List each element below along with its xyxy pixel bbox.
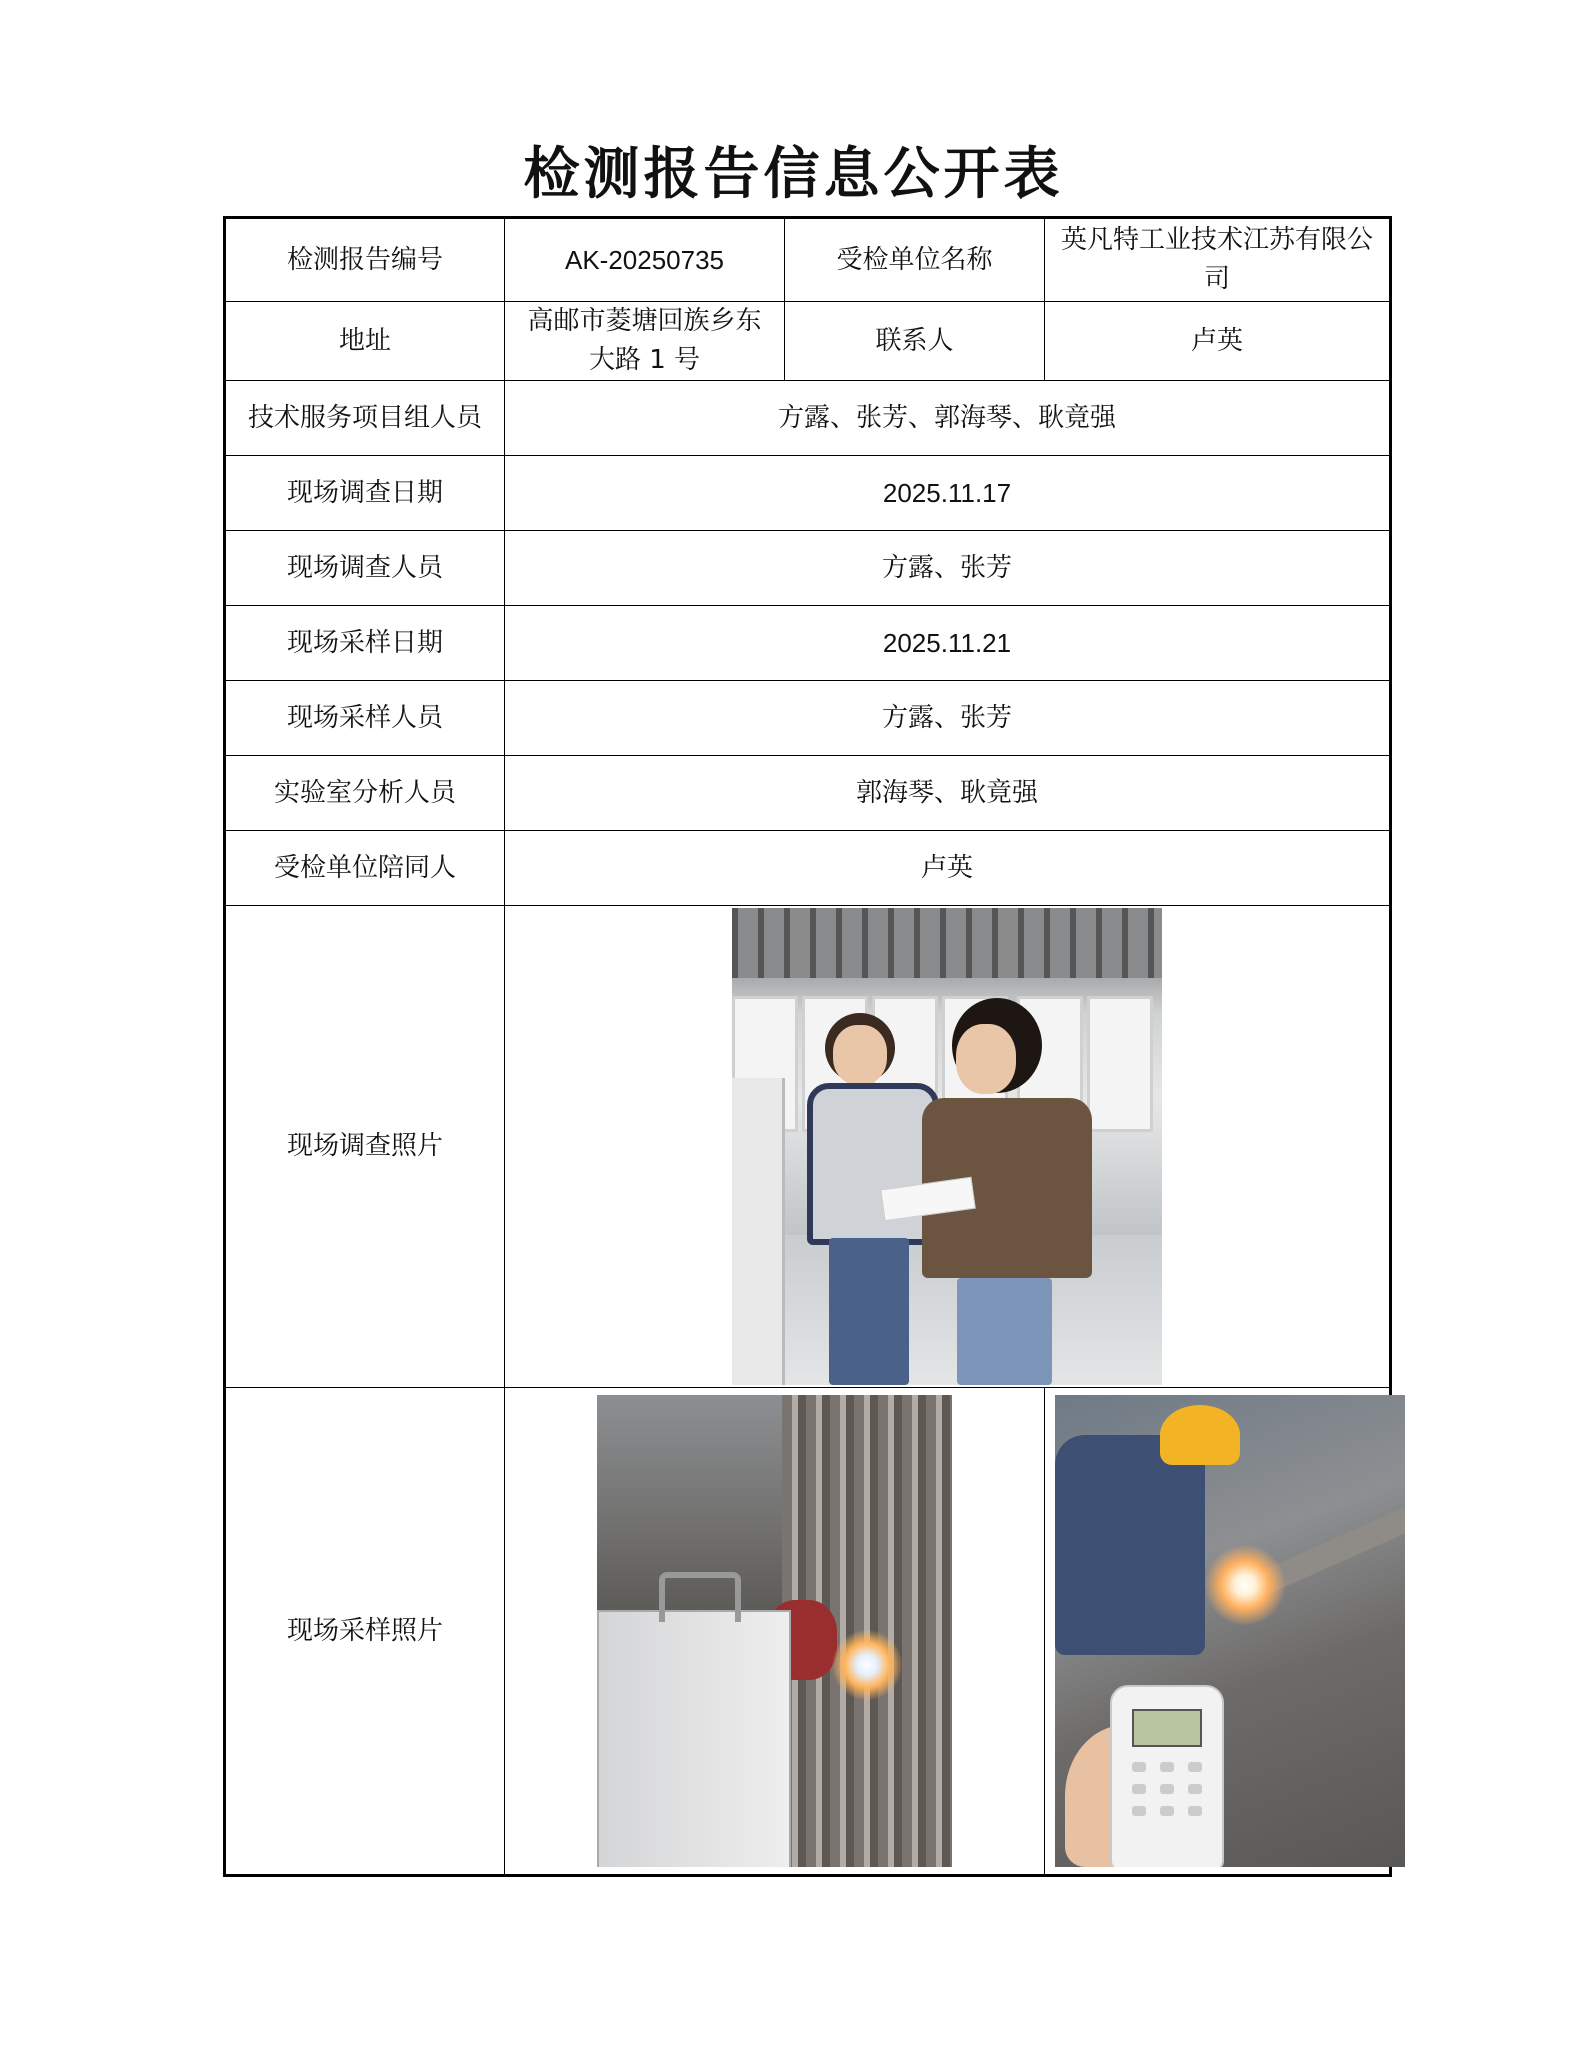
sound-level-meter xyxy=(1110,1685,1224,1867)
sampling-photo-2 xyxy=(1055,1395,1405,1867)
sampling-staff-label: 现场采样人员 xyxy=(225,681,505,756)
row-address xyxy=(225,302,1391,381)
report-no-label: 检测报告编号 xyxy=(225,218,505,302)
row-escort xyxy=(225,831,1391,906)
survey-staff-label: 现场调查人员 xyxy=(225,531,505,606)
row-sampling-date xyxy=(225,606,1391,681)
address-value: 高邮市菱塘回族乡东大路 1 号 xyxy=(505,302,785,381)
survey-photo-label: 现场调查照片 xyxy=(225,906,505,1388)
row-sampling-staff xyxy=(225,681,1391,756)
page-title: 检测报告信息公开表 xyxy=(523,141,1064,207)
row-survey-staff xyxy=(225,531,1391,606)
address-label: 地址 xyxy=(225,302,505,381)
sampling-photo-label: 现场采样照片 xyxy=(225,1388,505,1876)
escort-label: 受检单位陪同人 xyxy=(225,831,505,906)
unit-name-value: 英凡特工业技术江苏有限公司 xyxy=(1045,218,1391,302)
sampling-staff-value: 方露、张芳 xyxy=(505,681,1391,756)
row-sampling-photo xyxy=(225,1388,1391,1876)
row-lab-staff xyxy=(225,756,1391,831)
unit-name-label: 受检单位名称 xyxy=(785,218,1045,302)
sampling-date-value: 2025.11.21 xyxy=(505,606,1391,681)
escort-value: 卢英 xyxy=(505,831,1391,906)
contact-value: 卢英 xyxy=(1045,302,1391,381)
survey-date-value: 2025.11.17 xyxy=(505,456,1391,531)
row-report-no xyxy=(225,218,1391,302)
report-info-table xyxy=(223,216,1392,1877)
team-label: 技术服务项目组人员 xyxy=(225,381,505,456)
sampling-photo-cell-2 xyxy=(1045,1388,1391,1876)
survey-date-label: 现场调查日期 xyxy=(225,456,505,531)
row-survey-date xyxy=(225,456,1391,531)
lab-staff-label: 实验室分析人员 xyxy=(225,756,505,831)
row-team xyxy=(225,381,1391,456)
contact-label: 联系人 xyxy=(785,302,1045,381)
survey-photo xyxy=(732,908,1162,1385)
survey-staff-value: 方露、张芳 xyxy=(505,531,1391,606)
lab-staff-value: 郭海琴、耿竟强 xyxy=(505,756,1391,831)
report-no-value: AK-20250735 xyxy=(505,218,785,302)
row-survey-photo xyxy=(225,906,1391,1388)
sampling-photo-1 xyxy=(597,1395,952,1867)
survey-photo-cell xyxy=(505,906,1391,1388)
sampling-photo-cell-1 xyxy=(505,1388,1045,1876)
sampling-date-label: 现场采样日期 xyxy=(225,606,505,681)
team-value: 方露、张芳、郭海琴、耿竟强 xyxy=(505,381,1391,456)
